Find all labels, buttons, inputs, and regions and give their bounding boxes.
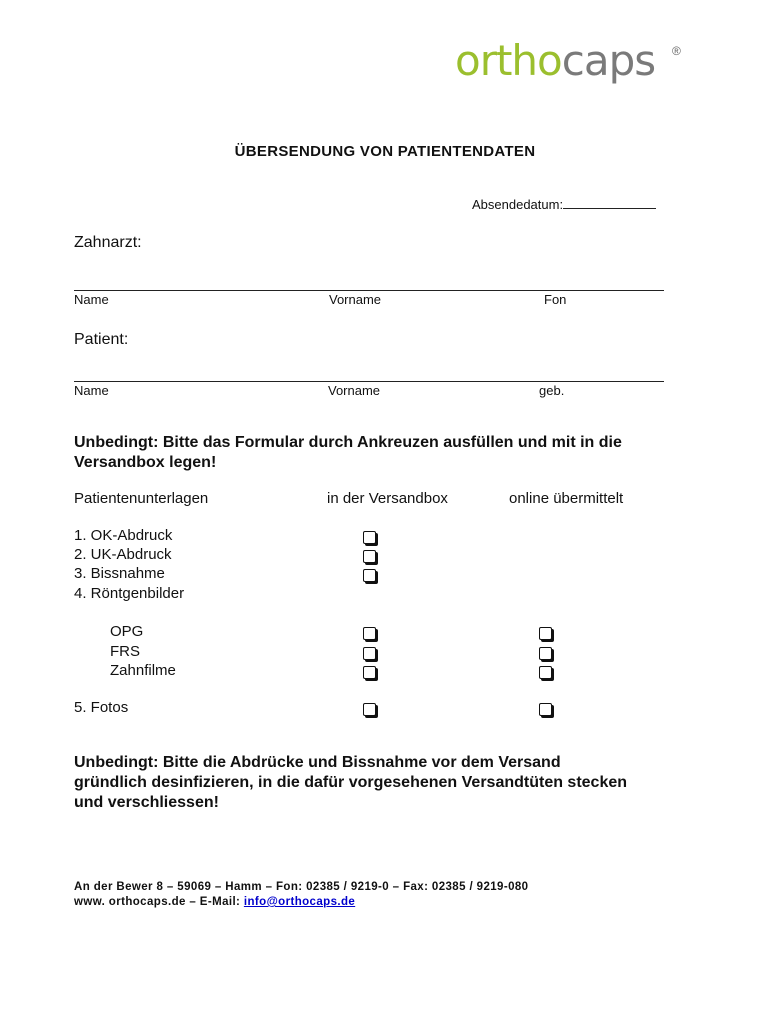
- checkbox-zahnfilme-box[interactable]: [363, 666, 376, 679]
- item-zahnfilme: Zahnfilme: [110, 662, 176, 679]
- checkbox-opg-box[interactable]: [363, 627, 376, 640]
- dentist-input-line[interactable]: [74, 290, 664, 291]
- patient-input-line[interactable]: [74, 381, 664, 382]
- registered-mark: ®: [672, 44, 681, 58]
- logo-part-caps: caps: [561, 36, 656, 85]
- send-date-blank[interactable]: [563, 196, 656, 209]
- dentist-col-firstname: Vorname: [329, 292, 382, 307]
- orthocaps-logo: [455, 36, 656, 85]
- patient-col-name: Name: [74, 383, 109, 398]
- checkbox-frs-box[interactable]: [363, 647, 376, 660]
- item-ok-abdruck: 1. OK-Abdruck: [74, 527, 173, 544]
- footer-contact: [74, 895, 355, 910]
- footer-email-link[interactable]: info@orthocaps.de: [243, 896, 356, 908]
- page-title: ÜBERSENDUNG VON PATIENTENDATEN: [234, 143, 536, 160]
- item-uk-abdruck: 2. UK-Abdruck: [74, 546, 172, 563]
- instruction-fill-form: Unbedingt: Bitte das Formular durch Ankreuzen ausfüllen und mit in die Versandbox legen!: [74, 434, 622, 471]
- patient-col-firstname: Vorname: [328, 383, 381, 398]
- footer-website: www. orthocaps.de – E-Mail:: [74, 896, 244, 908]
- instruction-disinfect: Unbedingt: Bitte die Abdrücke und Bissnahme vor dem Versand gründlich desinfizieren, in die dafür vorgesehenen Versandtüten stecken und verschliessen!: [74, 754, 628, 811]
- dentist-col-name: Name: [74, 292, 109, 307]
- footer-address: An der Bewer 8 – 59069 – Hamm – Fon: 02385 / 9219-0 – Fax: 02385 / 9219-080: [74, 881, 529, 893]
- checkbox-frs-online[interactable]: [539, 647, 552, 660]
- send-date-field[interactable]: [472, 196, 656, 212]
- item-fotos: 5. Fotos: [74, 699, 129, 716]
- col-header-online: online übermittelt: [509, 490, 624, 507]
- item-opg: OPG: [110, 623, 144, 640]
- patient-col-birthdate: geb.: [539, 383, 565, 398]
- checkbox-fotos-box[interactable]: [363, 703, 376, 716]
- dentist-col-phone: Fon: [544, 292, 567, 307]
- item-bissnahme: 3. Bissnahme: [74, 565, 165, 582]
- checkbox-ok-abdruck-box[interactable]: [363, 531, 376, 544]
- checkbox-fotos-online[interactable]: [539, 703, 552, 716]
- checkbox-bissnahme-box[interactable]: [363, 569, 376, 582]
- checkbox-zahnfilme-online[interactable]: [539, 666, 552, 679]
- col-header-shipbox: in der Versandbox: [327, 490, 448, 507]
- checkbox-opg-online[interactable]: [539, 627, 552, 640]
- item-frs: FRS: [110, 643, 140, 660]
- col-header-documents: Patientenunterlagen: [74, 490, 209, 507]
- send-date-label: Absendedatum:: [472, 197, 564, 212]
- checkbox-uk-abdruck-box[interactable]: [363, 550, 376, 563]
- item-roentgenbilder: 4. Röntgenbilder: [74, 585, 185, 602]
- patient-label: Patient:: [74, 331, 129, 348]
- dentist-label: Zahnarzt:: [74, 234, 142, 251]
- logo-part-ortho: ortho: [455, 36, 562, 85]
